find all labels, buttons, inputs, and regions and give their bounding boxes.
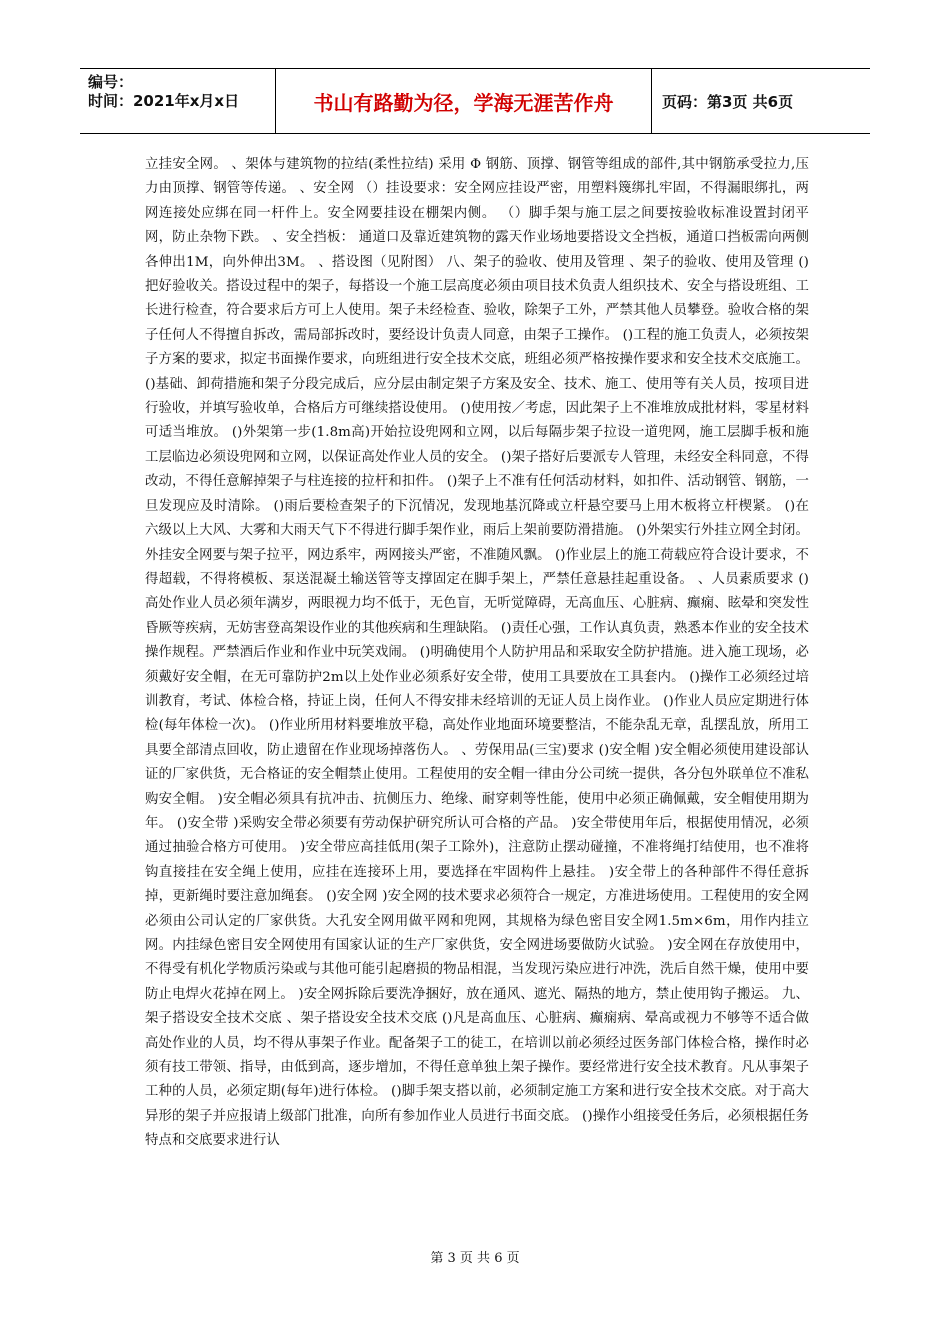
page-footer: 第 3 页 共 6 页 <box>430 1251 520 1266</box>
header-meta <box>80 69 276 133</box>
header-motto: 书山有路勤为径，学海无涯苦作舟 <box>276 69 652 133</box>
body-paragraph: 立挂安全网。 、架体与建筑物的拉结(柔性拉结) 采用 Φ 钢筋、顶撑、钢管等组成的部件,其中钢筋承受拉力,压力由顶撑、钢管等传递。 、安全网 （）挂设要求：安全网应挂设严密，用塑料篾绑扎牢固，不得漏眼绑扎，两网连接处应绑在同一杆件上。安全网要挂设在棚架内侧。 （）脚手架与施工层之间要按验收标准设置封闭平网，防止杂物下跌。 、安全挡板： 通道口及靠近建筑物的露天作业场地要搭设文全挡板，通道口挡板需向两侧各伸出1M，向外伸出3M。 、搭设图（见附图） 八、架子的验收、使用及管理 、架子的验收、使用及管理 ()把好验收关。搭设过程中的架子，每搭设一个施工层高度必须由项目技术负责人组织技术、安全与搭设班组、工长进行检查，符合要求后方可上人使用。架子未经检查、验收，除架子工外，严禁其他人员攀登。验收合格的架子任何人不得擅自拆改，需局部拆改时，要经设计负责人同意，由架子工操作。 ()工程的施工负责人，必须按架子方案的要求，拟定书面操作要求，向班组进行安全技术交底，班组必须严格按操作要求和安全技术交底施工。 ()基础、卸荷措施和架子分段完成后，应分层由制定架子方案及安全、技术、施工、使用等有关人员，按项目进行验收，并填写验收单，合格后方可继续搭设使用。 ()使用按／考虑，因此架子上不准堆放成批材料，零星材料可适当堆放。 ()外架第一步(1.8m高)开始拉设兜网和立网，以后每隔步架子拉设一道兜网，施工层脚手板和施工层临边必须设兜网和立网，以保证高处作业人员的安全。 ()架子搭好后要派专人管理，未经安全科同意，不得改动，不得任意解掉架子与柱连接的拉杆和扣件。 ()架子上不准有任何活动材料，如扣件、活动钢管、钢筋，一旦发现应及时清除。 ()雨后要检查架子的下沉情况，发现地基沉降或立杆悬空要马上用木板将立杆楔紧。 ()在六级以上大风、大雾和大雨天气下不得进行脚手架作业，雨后上架前要防滑措施。 ()外架实行外挂立网全封闭。外挂安全网要与架子拉平，网边系牢，两网接头严密，不准随风飘。 ()作业层上的施工荷载应符合设计要求，不得超载，不得将模板、泵送混凝土输送管等支撑固定在脚手架上，严禁任意悬挂起重设备。 、人员素质要求 ()高处作业人员必须年满岁，两眼视力均不低于，无色盲，无听觉障碍，无高血压、心脏病、癫痫、眩晕和突发性昏厥等疾病，无妨害登高架设作业的其他疾病和生理缺陷。 ()责任心强，工作认真负责，熟悉本作业的安全技术操作规程。严禁酒后作业和作业中玩笑戏闹。 ()明确使用个人防护用品和采取安全防护措施。进入施工现场，必须戴好安全帽，在无可靠防护2m以上处作业必须系好安全带，使用工具要放在工具套内。 ()操作工必须经过培训教育，考试、体检合格，持证上岗，任何人不得安排未经培训的无证人员上岗作业。 ()作业人员应定期进行体检(每年体检一次)。 ()作业所用材料要堆放平稳，高处作业地面环境要整洁，不能杂乱无章，乱摆乱放，所用工具要全部清点回收，防止遗留在作业现场掉落伤人。 、劳保用品(三宝)要求 ()安全帽 )安全帽必须使用建设部认证的厂家供货，无合格证的安全帽禁止使用。工程使用的安全帽一律由分公司统一提供，各分包外联单位不准私购安全帽。 )安全帽必须具有抗冲击、抗侧压力、绝缘、耐穿刺等性能，使用中必须正确佩戴，安全帽使用期为年。 ()安全带 )采购安全带必须要有劳动保护研究所认可合格的产品。 )安全带使用年后，根据使用情况，必须通过抽验合格方可使用。 )安全带应高挂低用(架子工除外)，注意防止摆动碰撞，不准将绳打结使用，也不准将钩直接挂在安全绳上使用，应挂在连接环上用，要选择在牢固构件上悬挂。 )安全带上的各种部件不得任意拆掉，更新绳时要注意加绳套。 ()安全网 )安全网的技术要求必须符合一规定，方准进场使用。工程使用的安全网必须由公司认定的厂家供货。大孔安全网用做平网和兜网，其规格为绿色密目安全网1.5m×6m，用作内挂立网。内挂绿色密目安全网使用有国家认证的生产厂家供货，安全网进场要做防火试验。 )安全网在存放使用中，不得受有机化学物质污染或与其他可能引起磨损的物品相混，当发现污染应进行冲洗，洗后自然干燥，使用中要防止电焊火花掉在网上。 )安全网拆除后要洗净捆好，放在通风、遮光、隔热的地方，禁止使用钩子搬运。 九、架子搭设安全技术交底 、架子搭设安全技术交底 ()凡是高血压、心脏病、癫痫病、晕高或视力不够等不适合做高处作业的人员，均不得从事架子作业。配备架子工的徒工，在培训以前必须经过医务部门体检合格，操作时必须有技工带领、指导，由低到高，逐步增加，不得任意单独上架子操作。要经常进行安全技术教育。凡从事架子工种的人员，必须定期(每年)进行体检。 ()脚手架支搭以前，必须制定施工方案和进行安全技术交底。对于高大异形的架子并应报请上级部门批准，向所有参加作业人员进行书面交底。 ()操作小组接受任务后，必须根据任务特点和交底要求进行认 <box>145 157 809 1149</box>
document-date-label: 时间：2021年x月x日 <box>88 92 240 110</box>
document-body <box>145 153 809 1154</box>
document-number-label: 编号： <box>88 73 134 91</box>
page-header <box>80 68 870 134</box>
header-page-number: 页码：第3页 共6页 <box>662 92 794 111</box>
